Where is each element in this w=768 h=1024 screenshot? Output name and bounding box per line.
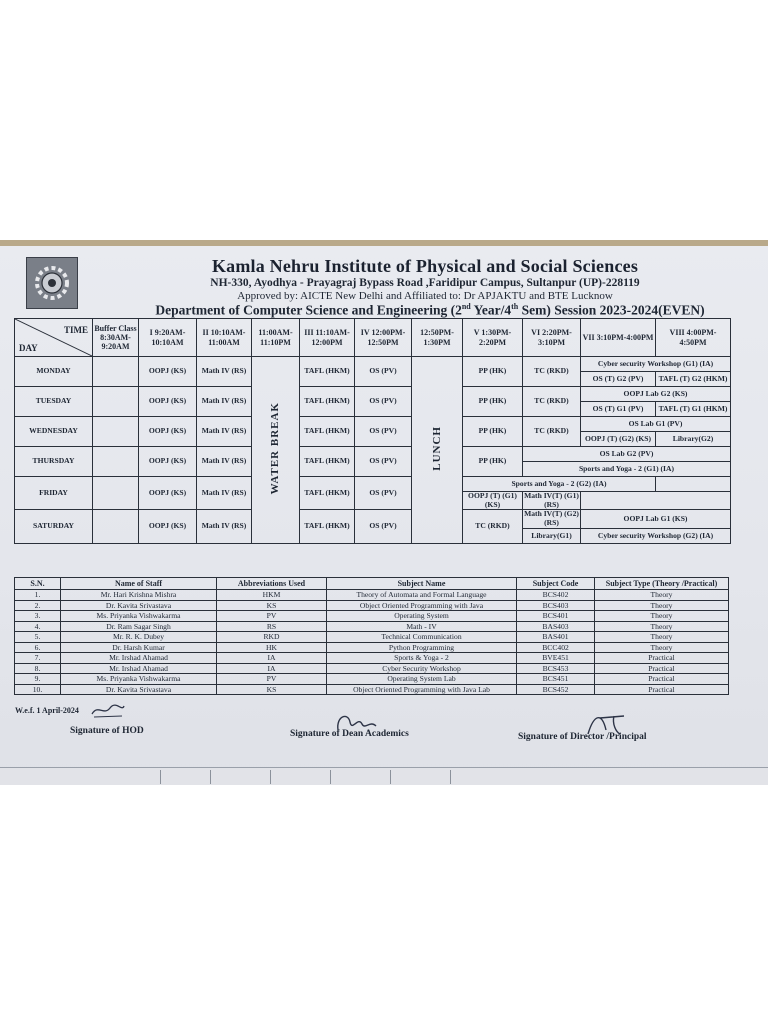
col-subject: Subject Name: [327, 578, 517, 590]
cell-pp: PP (HK): [463, 447, 523, 477]
header-period-5: V 1:30PM-2:20PM: [463, 319, 523, 357]
header-period-6: VI 2:20PM-3:10PM: [523, 319, 581, 357]
staff-cell-type: Practical: [595, 653, 729, 664]
day-wednesday: WEDNESDAY: [15, 417, 93, 447]
cell-oopj: OOPJ (KS): [139, 510, 197, 543]
cell-os-tutorial-g1: OS (T) G1 (PV): [581, 402, 656, 417]
col-name: Name of Staff: [61, 578, 217, 590]
day-thursday: THURSDAY: [15, 447, 93, 477]
cell-os-tutorial-g2: OS (T) G2 (PV): [581, 372, 656, 387]
cell-tafl: TAFL (HKM): [300, 447, 355, 477]
cell-os: OS (PV): [355, 477, 412, 510]
staff-cell-type: Theory: [595, 611, 729, 622]
cell-math: Math IV (RS): [197, 417, 252, 447]
cell-oopj: OOPJ (KS): [139, 387, 197, 417]
staff-cell-sn: 2.: [15, 600, 61, 611]
staff-cell-subject: Theory of Automata and Formal Language: [327, 590, 517, 601]
corner-day-label: DAY: [19, 342, 38, 353]
institute-name: Kamla Nehru Institute of Physical and Social Sciences: [211, 256, 639, 276]
staff-cell-name: Dr. Harsh Kumar: [61, 642, 217, 653]
cell-os-lab-g1: OS Lab G1 (PV): [581, 417, 731, 432]
cell-tc: TC (RKD): [523, 387, 581, 417]
staff-cell-code: BAS403: [517, 621, 595, 632]
empty-cell: [656, 477, 731, 492]
water-break-label: WATER BREAK: [269, 402, 282, 495]
cell-tafl: TAFL (HKM): [300, 387, 355, 417]
cell-math-tutorial-g1: Math IV(T) (G1) (RS): [524, 491, 579, 509]
cell-oopj: OOPJ (KS): [139, 477, 197, 510]
header-period-4: IV 12:00PM-12:50PM: [355, 319, 412, 357]
cell-pp: PP (HK): [463, 387, 523, 417]
header-period-8: VIII 4:00PM-4:50PM: [656, 319, 731, 357]
cell-os: OS (PV): [355, 417, 412, 447]
staff-cell-code: BCS451: [517, 674, 595, 685]
staff-cell-code: BCS453: [517, 663, 595, 674]
staff-cell-abbrev: HK: [217, 642, 327, 653]
staff-cell-code: BCS402: [517, 590, 595, 601]
cell-oopj: OOPJ (KS): [139, 357, 197, 387]
staff-cell-type: Theory: [595, 590, 729, 601]
cell-math: Math IV (RS): [197, 447, 252, 477]
day-saturday: SATURDAY: [15, 510, 93, 543]
staff-cell-type: Practical: [595, 674, 729, 685]
cell-os: OS (PV): [355, 447, 412, 477]
staff-cell-name: Mr. Hari Krishna Mishra: [61, 590, 217, 601]
staff-cell-abbrev: KS: [217, 684, 327, 695]
staff-cell-name: Dr. Kavita Srivastava: [61, 600, 217, 611]
header-period-7: VII 3:10PM-4:00PM: [581, 319, 656, 357]
staff-cell-name: Ms. Priyanka Vishwakarma: [61, 611, 217, 622]
cell-os-lab-g2: OS Lab G2 (PV): [523, 447, 731, 462]
paper-edge: [0, 240, 768, 246]
table-row: [15, 600, 729, 611]
header-lunch-time: 12:50PM-1:30PM: [412, 319, 463, 357]
staff-cell-subject: Cyber Security Workshop: [327, 663, 517, 674]
cell-tc: TC (RKD): [523, 417, 581, 447]
table-row: [15, 663, 729, 674]
header-period-1: I 9:20AM-10:10AM: [139, 319, 197, 357]
staff-cell-type: Theory: [595, 642, 729, 653]
lunch-label: LUNCH: [430, 426, 443, 471]
cell-math-tutorial-g2: Math IV(T) (G2) (RS): [524, 509, 579, 528]
staff-cell-abbrev: RKD: [217, 632, 327, 643]
col-type: Subject Type (Theory /Practical): [595, 578, 729, 590]
table-row: [15, 621, 729, 632]
staff-cell-abbrev: PV: [217, 674, 327, 685]
cell-tafl-tutorial-g2: TAFL (T) G2 (HKM): [656, 372, 731, 387]
staff-cell-abbrev: PV: [217, 611, 327, 622]
staff-cell-code: BVE451: [517, 653, 595, 664]
day-tuesday: TUESDAY: [15, 387, 93, 417]
cell-tc: TC (RKD): [523, 357, 581, 387]
cell-tc: TC (RKD): [463, 510, 523, 543]
staff-subject-table: [14, 577, 729, 695]
next-page-edge: [0, 767, 768, 785]
header-buffer-class: Buffer Class 8:30AM-9:20AM: [93, 319, 139, 357]
buffer-cell: [93, 510, 139, 543]
buffer-cell: [93, 357, 139, 387]
staff-cell-type: Theory: [595, 621, 729, 632]
cell-library-g1: Library(G1): [523, 528, 581, 543]
header-water-break-time: 11:00AM-11:10PM: [252, 319, 300, 357]
cell-oopj-lab-g1: OOPJ Lab G1 (KS): [581, 510, 731, 528]
buffer-cell: [93, 387, 139, 417]
cell-pp: PP (HK): [463, 417, 523, 447]
cell-os: OS (PV): [355, 387, 412, 417]
cell-pp: PP (HK): [463, 357, 523, 387]
effective-date: W.e.f. 1 April-2024: [15, 706, 79, 715]
corner-time-label: TIME: [63, 325, 88, 335]
table-row: [15, 642, 729, 653]
staff-cell-name: Dr. Kavita Srivastava: [61, 684, 217, 695]
table-row: [15, 674, 729, 685]
staff-cell-subject: Math - IV: [327, 621, 517, 632]
cell-oopj-lab-g2: OOPJ Lab G2 (KS): [581, 387, 731, 402]
col-code: Subject Code: [517, 578, 595, 590]
staff-cell-sn: 7.: [15, 653, 61, 664]
staff-cell-code: BCS401: [517, 611, 595, 622]
lunch-column: [412, 357, 463, 544]
staff-cell-subject: Operating System Lab: [327, 674, 517, 685]
cell-oopj-tutorial-g1: OOPJ (T) (G1) (KS): [463, 492, 523, 510]
table-row: [15, 611, 729, 622]
staff-cell-code: BCC402: [517, 642, 595, 653]
day-friday: FRIDAY: [15, 477, 93, 510]
staff-cell-abbrev: RS: [217, 621, 327, 632]
staff-cell-code: BCS403: [517, 600, 595, 611]
staff-cell-subject: Sports & Yoga - 2: [327, 653, 517, 664]
cell-math: Math IV (RS): [197, 477, 252, 510]
staff-cell-name: Dr. Ram Sagar Singh: [61, 621, 217, 632]
empty-cell: [581, 492, 731, 510]
department-title: Department of Computer Science and Engineering (2nd Year/4th Sem) Session 2023-2024(EVEN): [155, 302, 705, 318]
staff-cell-sn: 9.: [15, 674, 61, 685]
staff-cell-type: Practical: [595, 663, 729, 674]
water-break-column: [252, 357, 300, 544]
gear-logo-icon: [31, 262, 73, 304]
staff-cell-name: Mr. R. K. Dubey: [61, 632, 217, 643]
cell-math: Math IV (RS): [197, 387, 252, 417]
staff-cell-subject: Technical Communication: [327, 632, 517, 643]
staff-cell-sn: 3.: [15, 611, 61, 622]
staff-cell-abbrev: HKM: [217, 590, 327, 601]
staff-cell-subject: Python Programming: [327, 642, 517, 653]
signature-hod: Signature of HOD: [70, 726, 144, 736]
cell-oopj: OOPJ (KS): [139, 447, 197, 477]
staff-cell-name: Ms. Priyanka Vishwakarma: [61, 674, 217, 685]
staff-cell-abbrev: KS: [217, 600, 327, 611]
time-day-corner: [15, 319, 93, 357]
staff-cell-sn: 6.: [15, 642, 61, 653]
staff-cell-subject: Object Oriented Programming with Java: [327, 600, 517, 611]
staff-cell-abbrev: IA: [217, 653, 327, 664]
cell-tafl-tutorial-g1: TAFL (T) G1 (HKM): [656, 402, 731, 417]
col-abbrev: Abbreviations Used: [217, 578, 327, 590]
cell-os: OS (PV): [355, 510, 412, 543]
day-monday: MONDAY: [15, 357, 93, 387]
cell-library-g2: Library(G2): [656, 432, 731, 447]
cell-math: Math IV (RS): [197, 357, 252, 387]
table-row: [15, 632, 729, 643]
staff-cell-name: Mr. Irshad Ahamad: [61, 653, 217, 664]
table-row: [15, 653, 729, 664]
staff-cell-abbrev: IA: [217, 663, 327, 674]
institute-address: NH-330, Ayodhya - Prayagraj Bypass Road ,Faridipur Campus, Sultanpur (UP)-228119: [210, 277, 640, 289]
staff-cell-sn: 8.: [15, 663, 61, 674]
class-timetable: [14, 318, 731, 544]
cell-os: OS (PV): [355, 357, 412, 387]
staff-cell-code: BAS401: [517, 632, 595, 643]
institute-logo: [26, 257, 78, 309]
buffer-cell: [93, 417, 139, 447]
staff-cell-sn: 1.: [15, 590, 61, 601]
staff-cell-sn: 4.: [15, 621, 61, 632]
staff-cell-subject: Object Oriented Programming with Java Lab: [327, 684, 517, 695]
cell-tafl: TAFL (HKM): [300, 357, 355, 387]
staff-cell-type: Theory: [595, 600, 729, 611]
cell-cyber-workshop-g2: Cyber security Workshop (G2) (IA): [581, 528, 731, 543]
cell-oopj-tutorial-g2: OOPJ (T) (G2) (KS): [581, 432, 656, 447]
header-period-2: II 10:10AM-11:00AM: [197, 319, 252, 357]
staff-cell-sn: 10.: [15, 684, 61, 695]
signature-dean: Signature of Dean Academics: [290, 729, 409, 739]
signature-director: Signature of Director /Principal: [518, 732, 647, 742]
cell-sports-yoga-g2: Sports and Yoga - 2 (G2) (IA): [463, 477, 656, 492]
table-row: [15, 684, 729, 695]
staff-cell-type: Theory: [595, 632, 729, 643]
staff-cell-code: BCS452: [517, 684, 595, 695]
timetable-document: [0, 240, 768, 785]
staff-cell-type: Practical: [595, 684, 729, 695]
staff-cell-name: Mr. Irshad Ahamad: [61, 663, 217, 674]
cell-cyber-workshop-g1: Cyber security Workshop (G1) (IA): [581, 357, 731, 372]
cell-tafl: TAFL (HKM): [300, 510, 355, 543]
header-period-3: III 11:10AM-12:00PM: [300, 319, 355, 357]
cell-tafl: TAFL (HKM): [300, 417, 355, 447]
staff-cell-subject: Operating System: [327, 611, 517, 622]
approval-line: Approved by: AICTE New Delhi and Affiliated to: Dr APJAKTU and BTE Lucknow: [237, 290, 613, 302]
staff-table-header: [15, 578, 729, 590]
buffer-cell: [93, 447, 139, 477]
cell-sports-yoga-g1: Sports and Yoga - 2 (G1) (IA): [523, 462, 731, 477]
hod-signature-mark: [88, 702, 128, 720]
cell-math: Math IV (RS): [197, 510, 252, 543]
staff-cell-sn: 5.: [15, 632, 61, 643]
cell-tafl: TAFL (HKM): [300, 477, 355, 510]
table-row: [15, 590, 729, 601]
cell-oopj: OOPJ (KS): [139, 417, 197, 447]
buffer-cell: [93, 477, 139, 510]
col-sn: S.N.: [15, 578, 61, 590]
